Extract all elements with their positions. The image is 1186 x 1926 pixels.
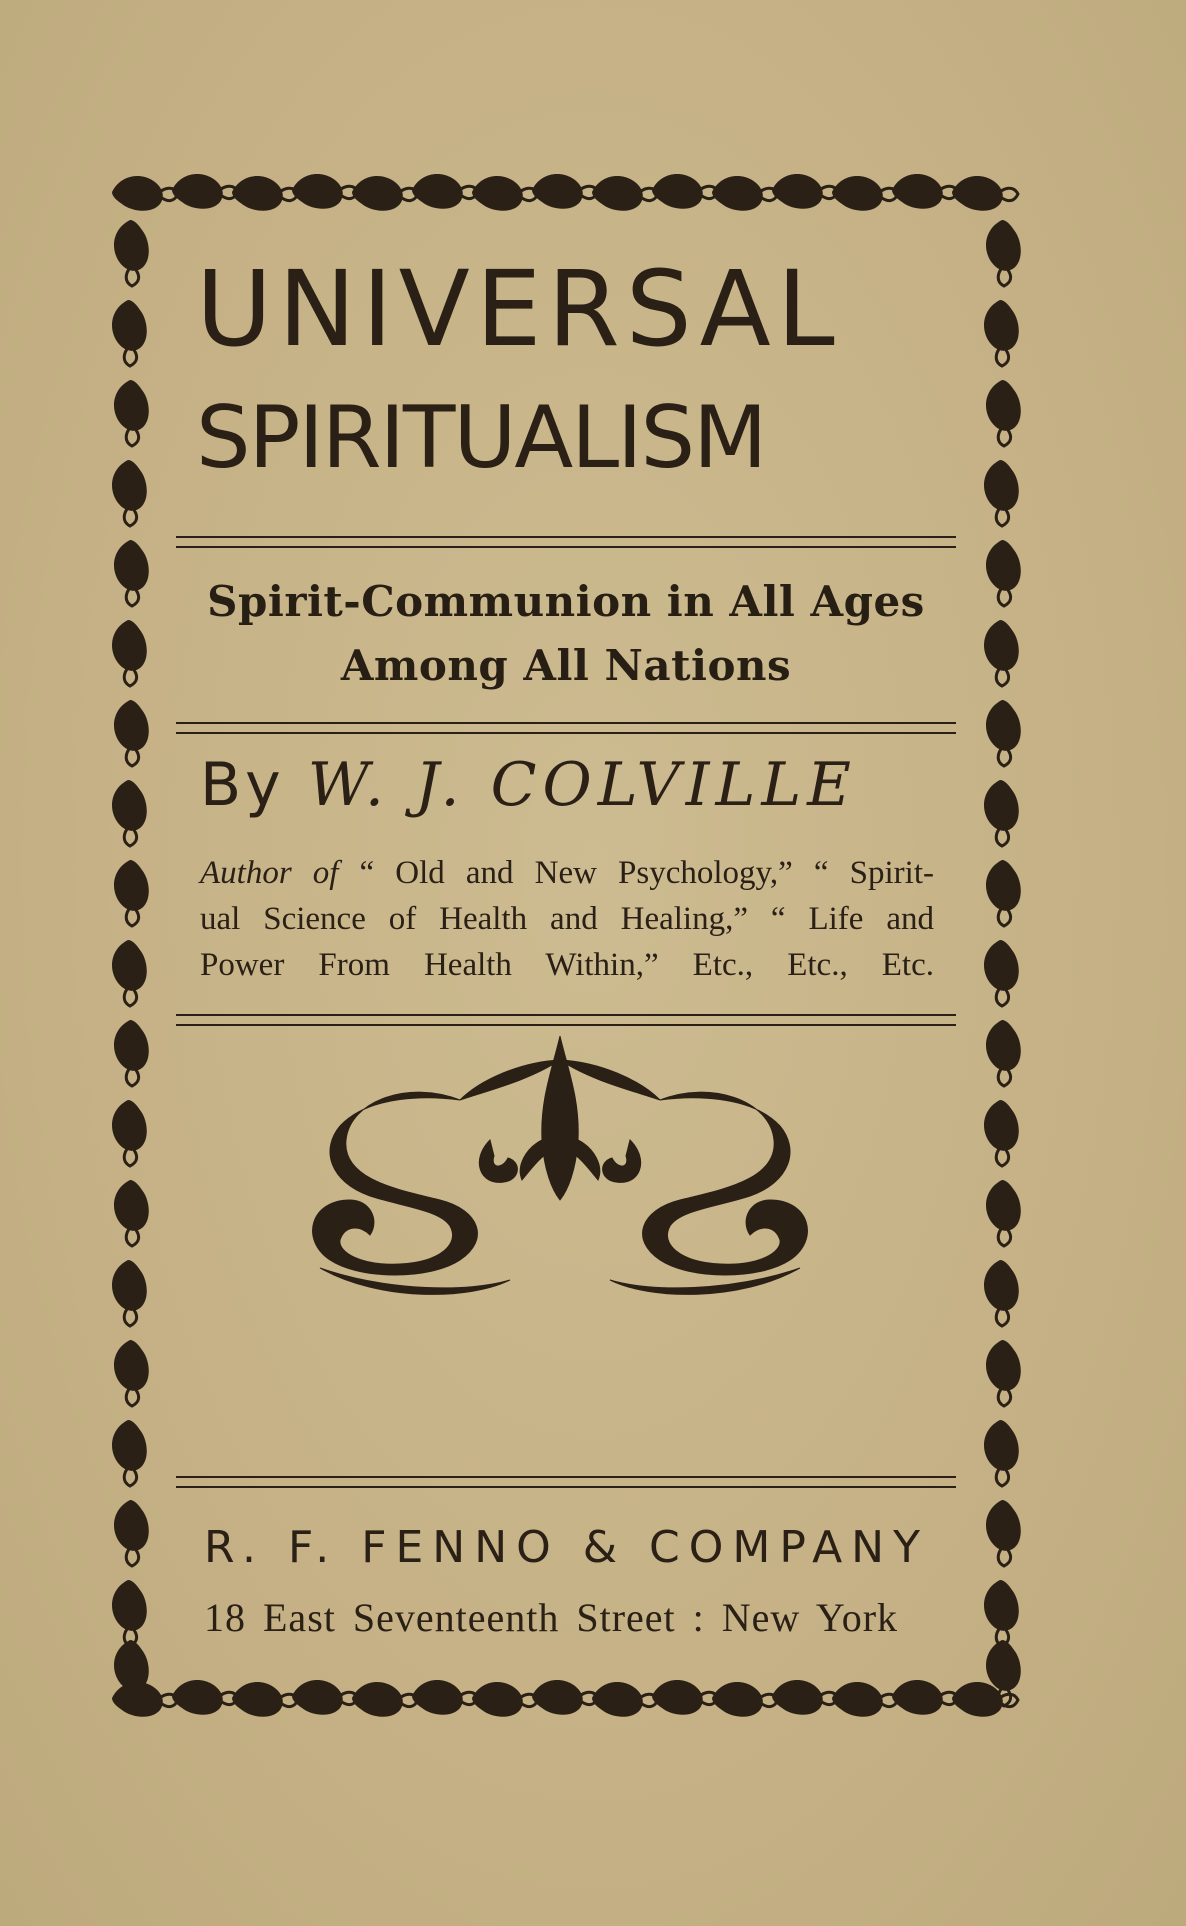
- title-line-1: UNIVERSAL: [196, 248, 841, 370]
- author-name: W. J. COLVILLE: [307, 750, 857, 820]
- rule-lower-1: [176, 1014, 956, 1016]
- author-credits-line-1: [200, 850, 934, 896]
- subtitle-line-1: Spirit-Communion in All Ages: [207, 577, 925, 626]
- author-credits-line-3: Power From Health Within,” Etc., Etc., Etc.: [200, 947, 934, 983]
- rule-lower-2: [176, 1024, 956, 1026]
- author-credits-line-2: ual Science of Health and Healing,” “ Life and: [200, 901, 934, 937]
- credits-line-1-text: “ Old and New Psychology,” “ Spirit-: [359, 855, 934, 891]
- rule-bottom-1: [176, 1476, 956, 1478]
- rule-mid-1: [176, 722, 956, 724]
- subtitle-line-2: Among All Nations: [340, 641, 792, 690]
- credits-prefix: Author of: [200, 855, 339, 891]
- rule-mid-2: [176, 732, 956, 734]
- scroll-leaf-ornament: [290, 1030, 830, 1320]
- byline-prefix: By: [200, 750, 285, 820]
- publisher-name: R. F. FENNO & COMPANY: [204, 1522, 929, 1573]
- publisher-address: 18 East Seventeenth Street : New York: [204, 1595, 899, 1640]
- title-line-2: SPIRITUALISM: [196, 388, 766, 488]
- rule-top-2: [176, 546, 956, 548]
- rule-top-1: [176, 536, 956, 538]
- rule-bottom-2: [176, 1486, 956, 1488]
- byline: [200, 750, 857, 820]
